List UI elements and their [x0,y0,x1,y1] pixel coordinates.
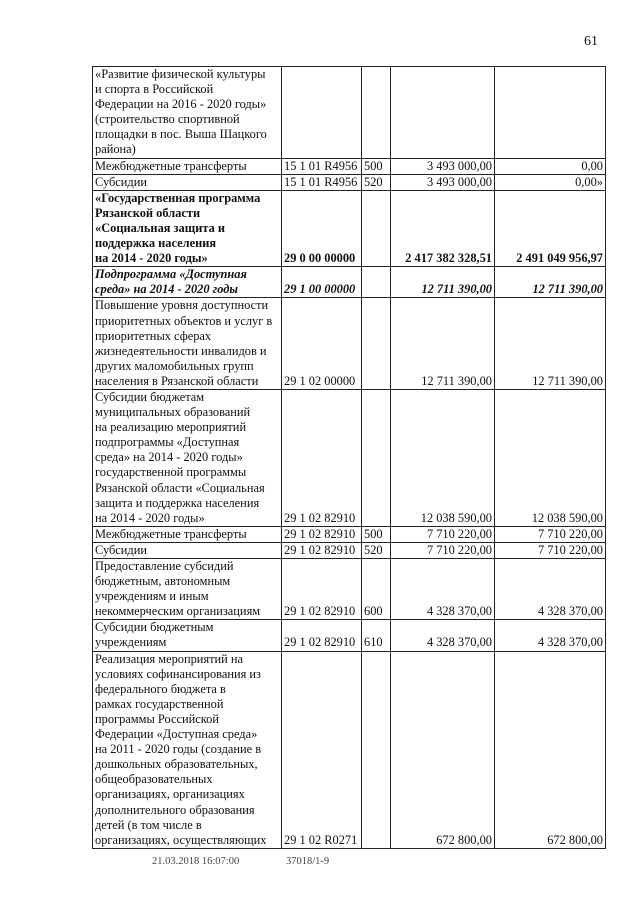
row-amount-2-cell: 4 328 370,00 [495,620,606,651]
row-vr-cell: 600 [362,559,391,620]
row-amount-1-cell: 3 493 000,00 [391,174,495,190]
table-row [93,620,606,651]
row-amount-2-cell: 12 711 390,00 [495,298,606,390]
row-code-cell: 29 1 00 00000 [282,267,362,298]
table-row [93,190,606,266]
row-amount-1-cell: 12 711 390,00 [391,267,495,298]
row-vr-cell: 520 [362,174,391,190]
row-code-cell: 29 1 02 82910 [282,526,362,542]
row-amount-1-cell: 672 800,00 [391,651,495,848]
footer-datetime: 21.03.2018 16:07:00 [152,856,240,867]
row-code-cell: 29 1 02 82910 [282,542,362,558]
budget-table-body [93,67,606,849]
row-vr-cell [362,267,391,298]
row-name-cell: Подпрограмма «Доступная среда» на 2014 - 2020 годы [93,267,282,298]
row-name-cell: Реализация мероприятий на условиях софинансирования из федерального бюджета в рамках государственной программы Российской Федерации «Доступная среда» на 2011 - 2020 годы (создание в дошкольных образовательных, общеобразовательных организациях, организациях дополнительного образования детей (в том числе в организациях, осуществляющих [93,651,282,848]
row-amount-2-cell: 672 800,00 [495,651,606,848]
row-name-cell: Субсидии бюджетным учреждениям [93,620,282,651]
row-amount-2-cell: 7 710 220,00 [495,526,606,542]
row-amount-2-cell: 2 491 049 956,97 [495,190,606,266]
table-row [93,526,606,542]
row-vr-cell [362,389,391,526]
table-row [93,559,606,620]
row-name-cell: Субсидии бюджетам муниципальных образований на реализацию мероприятий подпрограммы «Доступная среда» на 2014 - 2020 годы» государственной программы Рязанской области «Социальная защита и поддержка населения на 2014 - 2020 годы» [93,389,282,526]
row-vr-cell [362,67,391,159]
row-code-cell: 15 1 01 R4956 [282,158,362,174]
row-code-cell: 29 1 02 82910 [282,620,362,651]
page-number: 61 [584,34,598,49]
row-name-cell: Межбюджетные трансферты [93,158,282,174]
row-amount-1-cell: 4 328 370,00 [391,559,495,620]
row-name-cell: Субсидии [93,174,282,190]
table-row [93,267,606,298]
row-amount-1-cell: 12 038 590,00 [391,389,495,526]
table-row [93,389,606,526]
row-vr-cell [362,298,391,390]
row-amount-1-cell [391,67,495,159]
row-amount-2-cell: 0,00 [495,158,606,174]
row-amount-2-cell: 7 710 220,00 [495,542,606,558]
row-name-cell: Повышение уровня доступности приоритетных объектов и услуг в приоритетных сферах жизнедеятельности инвалидов и других маломобильных групп населения в Рязанской области [93,298,282,390]
row-amount-1-cell: 3 493 000,00 [391,158,495,174]
row-code-cell: 29 1 02 R0271 [282,651,362,848]
row-amount-1-cell: 7 710 220,00 [391,526,495,542]
row-vr-cell [362,190,391,266]
row-amount-2-cell: 0,00» [495,174,606,190]
budget-table [92,66,606,849]
row-code-cell: 29 1 02 82910 [282,559,362,620]
row-name-cell: Предоставление субсидий бюджетным, автономным учреждениям и иным некоммерческим организациям [93,559,282,620]
table-row [93,298,606,390]
row-amount-2-cell: 12 038 590,00 [495,389,606,526]
row-code-cell [282,67,362,159]
row-amount-2-cell: 12 711 390,00 [495,267,606,298]
table-row [93,651,606,848]
table-row [93,174,606,190]
row-vr-cell [362,651,391,848]
row-amount-1-cell: 4 328 370,00 [391,620,495,651]
table-row [93,158,606,174]
row-amount-2-cell: 4 328 370,00 [495,559,606,620]
footer-doc-number: 37018/1-9 [286,856,330,867]
table-row [93,67,606,159]
row-amount-1-cell: 12 711 390,00 [391,298,495,390]
row-amount-2-cell [495,67,606,159]
row-code-cell: 29 1 02 00000 [282,298,362,390]
row-name-cell: Межбюджетные трансферты [93,526,282,542]
table-row [93,542,606,558]
row-name-cell: «Развитие физической культуры и спорта в Российской Федерации на 2016 - 2020 годы» (строительство спортивной площадки в пос. Выша Шацкого района) [93,67,282,159]
row-code-cell: 29 0 00 00000 [282,190,362,266]
row-code-cell: 15 1 01 R4956 [282,174,362,190]
row-vr-cell: 610 [362,620,391,651]
row-amount-1-cell: 2 417 382 328,51 [391,190,495,266]
row-amount-1-cell: 7 710 220,00 [391,542,495,558]
row-name-cell: «Государственная программа Рязанской области «Социальная защита и поддержка населения на 2014 - 2020 годы» [93,190,282,266]
row-name-cell: Субсидии [93,542,282,558]
row-code-cell: 29 1 02 82910 [282,389,362,526]
row-vr-cell: 500 [362,526,391,542]
row-vr-cell: 520 [362,542,391,558]
row-vr-cell: 500 [362,158,391,174]
